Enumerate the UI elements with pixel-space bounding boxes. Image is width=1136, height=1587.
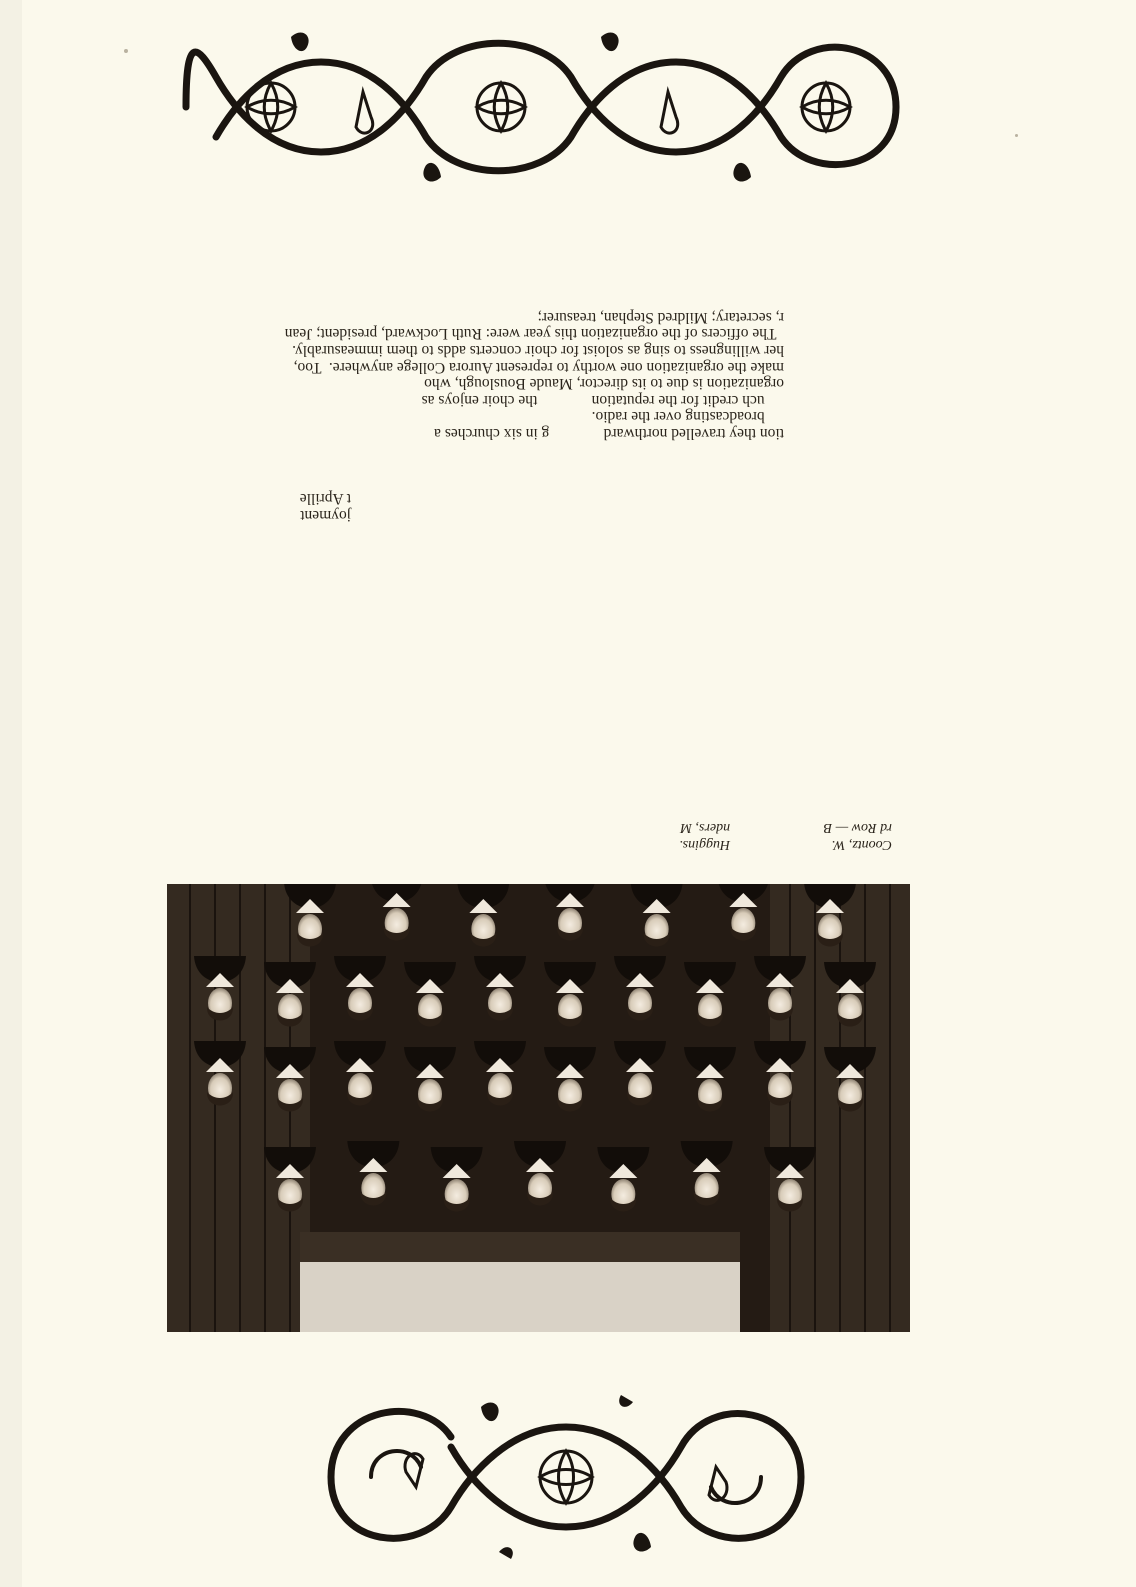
photo-caption xyxy=(679,819,892,853)
caption-left-column xyxy=(824,819,892,853)
body-line: tion they travelled northward g in six churches a xyxy=(434,425,784,442)
caption-line: Coontz, W. xyxy=(831,837,892,852)
body-line: make the organization one worthy to represent Aurora College anywhere. Too, xyxy=(293,358,784,376)
heading-fragment xyxy=(300,490,351,524)
bottom-scroll-ornament xyxy=(171,17,911,197)
paper-speck xyxy=(1015,134,1018,137)
choir-photograph xyxy=(167,884,910,1332)
body-line: broadcasting over the radio. xyxy=(591,408,784,426)
caption-line: nders, M xyxy=(680,820,731,835)
body-line: her willingness to sing as soloist for choir concerts adds to them immeasurably. xyxy=(292,342,784,360)
heading-line: joyment xyxy=(300,507,351,524)
heading-line: t Aprille xyxy=(299,490,351,507)
caption-line: Huggins. xyxy=(679,837,731,852)
body-paragraph xyxy=(159,308,784,441)
body-line: organization is due to its director, Maude Bouslough, who xyxy=(424,375,784,393)
body-line: The officers of the organization this year were: Ruth Lockward, president; Jean xyxy=(284,325,784,343)
caption-right-column xyxy=(679,819,730,853)
caption-line: rd Row — B xyxy=(823,820,892,835)
page-edge xyxy=(0,0,22,1587)
body-line: r, secretary; Mildred Stephan, treasurer; xyxy=(537,308,784,326)
top-scroll-ornament xyxy=(311,1377,821,1577)
paper-speck xyxy=(124,49,128,53)
body-line: uch credit for the reputation the choir enjoys as xyxy=(421,391,784,409)
